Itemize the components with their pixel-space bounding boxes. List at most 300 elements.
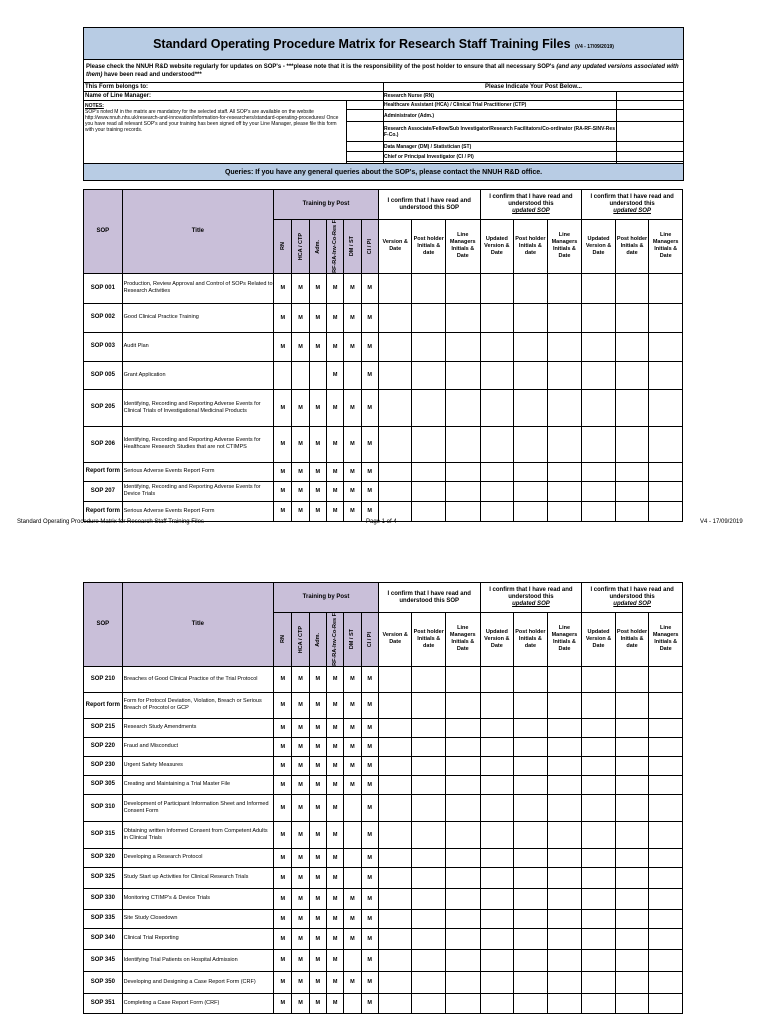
signoff-cell[interactable]	[445, 273, 480, 303]
signoff-cell[interactable]	[480, 273, 514, 303]
signoff-cell[interactable]	[445, 462, 480, 481]
sub-header: Updated Version & Date	[582, 220, 616, 274]
signoff-cell[interactable]	[649, 462, 683, 481]
footer-left: Standard Operating Procedure Matrix for Research Staff Training Files	[17, 519, 204, 525]
signoff-cell[interactable]	[378, 737, 412, 756]
signoff-cell[interactable]	[649, 848, 683, 867]
signoff-cell[interactable]	[615, 273, 649, 303]
signoff-cell[interactable]	[412, 756, 446, 775]
signoff-cell[interactable]	[412, 666, 446, 692]
signoff-cell[interactable]	[514, 775, 548, 794]
post-code-header	[292, 613, 309, 667]
mandatory-cell: M	[274, 928, 292, 949]
post-check-hca[interactable]	[617, 101, 684, 110]
sub-header: Line Managers Initials & Date	[649, 613, 683, 667]
signoff-cell[interactable]	[445, 909, 480, 928]
signoff-cell[interactable]	[445, 361, 480, 389]
signoff-cell[interactable]	[582, 971, 616, 993]
signoff-cell[interactable]	[547, 971, 582, 993]
signoff-cell[interactable]	[480, 971, 514, 993]
signoff-cell[interactable]	[547, 737, 582, 756]
confirm3-text: I confirm that I have read and understood this	[590, 587, 674, 600]
signoff-cell[interactable]	[412, 426, 446, 462]
signoff-cell[interactable]	[649, 426, 683, 462]
signoff-cell[interactable]	[445, 303, 480, 332]
signoff-cell[interactable]	[649, 501, 683, 521]
signoff-cell[interactable]	[378, 949, 412, 971]
signoff-cell[interactable]	[445, 389, 480, 426]
signoff-cell[interactable]	[547, 993, 582, 1013]
signoff-cell[interactable]	[615, 756, 649, 775]
signoff-cell[interactable]	[378, 928, 412, 949]
post-code-header	[309, 220, 326, 274]
signoff-cell[interactable]	[378, 909, 412, 928]
form-belongs-label: This Form belongs to:	[84, 83, 384, 92]
signoff-cell[interactable]	[582, 718, 616, 737]
mandatory-cell: M	[326, 794, 343, 821]
signoff-cell[interactable]	[412, 692, 446, 718]
mandatory-cell: M	[292, 481, 309, 501]
signoff-cell[interactable]	[445, 718, 480, 737]
signoff-cell[interactable]	[615, 303, 649, 332]
signoff-cell[interactable]	[378, 273, 412, 303]
signoff-cell[interactable]	[649, 821, 683, 848]
signoff-cell[interactable]	[649, 775, 683, 794]
sub-header: Post holder Initials & date	[412, 220, 446, 274]
signoff-cell[interactable]	[514, 718, 548, 737]
signoff-cell[interactable]	[649, 928, 683, 949]
signoff-cell[interactable]	[514, 971, 548, 993]
signoff-cell[interactable]	[649, 692, 683, 718]
mandatory-cell: M	[361, 909, 378, 928]
mandatory-cell: M	[361, 273, 378, 303]
sub-header: Line Managers Initials & Date	[649, 220, 683, 274]
signoff-cell[interactable]	[582, 949, 616, 971]
signoff-cell[interactable]	[514, 848, 548, 867]
signoff-cell[interactable]	[378, 462, 412, 481]
signoff-cell[interactable]	[480, 389, 514, 426]
signoff-cell[interactable]	[445, 756, 480, 775]
signoff-cell[interactable]	[480, 848, 514, 867]
signoff-cell[interactable]	[547, 794, 582, 821]
line-manager-label: Name of Line Manager:	[84, 92, 384, 101]
signoff-cell[interactable]	[615, 737, 649, 756]
signoff-cell[interactable]	[514, 928, 548, 949]
signoff-cell[interactable]	[514, 273, 548, 303]
mandatory-cell: M	[309, 993, 326, 1013]
signoff-cell[interactable]	[514, 462, 548, 481]
signoff-cell[interactable]	[649, 389, 683, 426]
mandatory-cell: M	[326, 867, 343, 888]
post-option-hca[interactable]: Healthcare Assistant (HCA) / Clinical Trial Practitioner (CTP)	[384, 101, 617, 110]
signoff-cell[interactable]	[480, 666, 514, 692]
signoff-cell[interactable]	[445, 775, 480, 794]
mandatory-cell: M	[292, 971, 309, 993]
signoff-cell[interactable]	[615, 888, 649, 909]
signoff-cell[interactable]	[445, 848, 480, 867]
signoff-cell[interactable]	[649, 756, 683, 775]
signoff-cell[interactable]	[615, 692, 649, 718]
signoff-cell[interactable]	[649, 888, 683, 909]
signoff-cell[interactable]	[615, 949, 649, 971]
signoff-cell[interactable]	[412, 949, 446, 971]
sub-header: Line Managers Initials & Date	[445, 613, 480, 667]
signoff-cell[interactable]	[412, 821, 446, 848]
signoff-cell[interactable]	[615, 501, 649, 521]
signoff-cell[interactable]	[412, 332, 446, 361]
sop-title: Study Start up Activities for Clinical Research Trials	[122, 867, 274, 888]
mandatory-cell: M	[292, 848, 309, 867]
post-option-ci[interactable]: Chief or Principal Investigator (CI / PI)	[384, 152, 617, 162]
signoff-cell[interactable]	[445, 737, 480, 756]
signoff-cell[interactable]	[514, 303, 548, 332]
signoff-cell[interactable]	[649, 949, 683, 971]
signoff-cell[interactable]	[412, 501, 446, 521]
signoff-cell[interactable]	[649, 971, 683, 993]
signoff-cell[interactable]	[547, 426, 582, 462]
signoff-cell[interactable]	[547, 848, 582, 867]
signoff-cell[interactable]	[480, 692, 514, 718]
mandatory-cell: M	[309, 775, 326, 794]
post-check-rn[interactable]	[617, 92, 684, 101]
signoff-cell[interactable]	[412, 848, 446, 867]
post-code-header	[361, 613, 378, 667]
signoff-cell[interactable]	[480, 718, 514, 737]
signoff-cell[interactable]	[445, 481, 480, 501]
mandatory-cell: M	[361, 501, 378, 521]
signoff-cell[interactable]	[582, 692, 616, 718]
sop-title: Developing and Designing a Case Report Form (CRF)	[122, 971, 274, 993]
signoff-cell[interactable]	[615, 928, 649, 949]
signoff-cell[interactable]	[514, 821, 548, 848]
mandatory-cell: M	[361, 848, 378, 867]
post-code-header	[292, 220, 309, 274]
signoff-cell[interactable]	[615, 426, 649, 462]
signoff-cell[interactable]	[547, 481, 582, 501]
post-check-dm[interactable]	[617, 142, 684, 152]
signoff-cell[interactable]	[412, 888, 446, 909]
signoff-cell[interactable]	[649, 909, 683, 928]
signoff-cell[interactable]	[547, 949, 582, 971]
mandatory-cell	[309, 361, 326, 389]
signoff-cell[interactable]	[412, 462, 446, 481]
table-row	[84, 389, 683, 426]
signoff-cell[interactable]	[412, 273, 446, 303]
signoff-cell[interactable]	[378, 993, 412, 1013]
signoff-cell[interactable]	[378, 794, 412, 821]
signoff-cell[interactable]	[378, 481, 412, 501]
mandatory-cell: M	[309, 462, 326, 481]
signoff-cell[interactable]	[412, 303, 446, 332]
sop-title: Form for Protocol Deviation, Violation, Breach or Serious Breach of Procotol or GCP	[122, 692, 274, 718]
col-header-training: Training by Post	[274, 190, 379, 220]
signoff-cell[interactable]	[615, 361, 649, 389]
signoff-cell[interactable]	[480, 426, 514, 462]
sop-title: Identifying, Recording and Reporting Adverse Events for Clinical Trials of Investigational Medicinal Products	[122, 389, 274, 426]
signoff-cell[interactable]	[480, 821, 514, 848]
signoff-cell[interactable]	[514, 426, 548, 462]
table-row	[84, 993, 683, 1013]
signoff-cell[interactable]	[582, 737, 616, 756]
signoff-cell[interactable]	[480, 928, 514, 949]
signoff-cell[interactable]	[615, 462, 649, 481]
signoff-cell[interactable]	[378, 867, 412, 888]
signoff-cell[interactable]	[615, 389, 649, 426]
signoff-cell[interactable]	[649, 481, 683, 501]
table-row	[84, 867, 683, 888]
signoff-cell[interactable]	[412, 389, 446, 426]
signoff-cell[interactable]	[378, 848, 412, 867]
post-option-adm[interactable]: Administrator (Adm.)	[384, 110, 617, 122]
signoff-cell[interactable]	[514, 794, 548, 821]
post-option-dm[interactable]: Data Manager (DM) / Statistician (ST)	[384, 142, 617, 152]
signoff-cell[interactable]	[412, 718, 446, 737]
signoff-cell[interactable]	[547, 273, 582, 303]
signoff-cell[interactable]	[480, 756, 514, 775]
signoff-cell[interactable]	[412, 361, 446, 389]
signoff-cell[interactable]	[582, 928, 616, 949]
sop-title: Monitoring CTIMP's & Device Trials	[122, 888, 274, 909]
signoff-cell[interactable]	[615, 909, 649, 928]
signoff-cell[interactable]	[547, 389, 582, 426]
mandatory-cell: M	[361, 737, 378, 756]
signoff-cell[interactable]	[582, 993, 616, 1013]
signoff-cell[interactable]	[480, 462, 514, 481]
signoff-cell[interactable]	[378, 332, 412, 361]
signoff-cell[interactable]	[582, 303, 616, 332]
post-check-ra[interactable]	[617, 122, 684, 142]
sop-number: SOP 325	[84, 867, 123, 888]
signoff-cell[interactable]	[445, 993, 480, 1013]
signoff-cell[interactable]	[480, 737, 514, 756]
mandatory-cell: M	[274, 821, 292, 848]
signoff-cell[interactable]	[615, 481, 649, 501]
signoff-cell[interactable]	[412, 928, 446, 949]
signoff-cell[interactable]	[514, 501, 548, 521]
signoff-cell[interactable]	[615, 718, 649, 737]
signoff-cell[interactable]	[412, 775, 446, 794]
signoff-cell[interactable]	[480, 332, 514, 361]
signoff-cell[interactable]	[378, 821, 412, 848]
signoff-cell[interactable]	[480, 794, 514, 821]
signoff-cell[interactable]	[547, 909, 582, 928]
signoff-cell[interactable]	[412, 909, 446, 928]
col-header-title: Title	[122, 583, 274, 667]
table-row	[84, 794, 683, 821]
signoff-cell[interactable]	[649, 361, 683, 389]
signoff-cell[interactable]	[378, 971, 412, 993]
signoff-cell[interactable]	[480, 775, 514, 794]
signoff-cell[interactable]	[547, 775, 582, 794]
signoff-cell[interactable]	[514, 389, 548, 426]
signoff-cell[interactable]	[615, 821, 649, 848]
signoff-cell[interactable]	[582, 462, 616, 481]
signoff-cell[interactable]	[582, 501, 616, 521]
signoff-cell[interactable]	[547, 821, 582, 848]
signoff-cell[interactable]	[480, 993, 514, 1013]
signoff-cell[interactable]	[445, 821, 480, 848]
sop-number: SOP 205	[84, 389, 123, 426]
mandatory-cell: M	[274, 273, 292, 303]
signoff-cell[interactable]	[615, 993, 649, 1013]
signoff-cell[interactable]	[514, 737, 548, 756]
post-check-ci[interactable]	[617, 152, 684, 162]
signoff-cell[interactable]	[378, 303, 412, 332]
signoff-cell[interactable]	[582, 794, 616, 821]
post-check-adm[interactable]	[617, 110, 684, 122]
signoff-cell[interactable]	[582, 756, 616, 775]
signoff-cell[interactable]	[480, 949, 514, 971]
signoff-cell[interactable]	[582, 867, 616, 888]
signoff-cell[interactable]	[649, 737, 683, 756]
signoff-cell[interactable]	[582, 389, 616, 426]
signoff-cell[interactable]	[445, 888, 480, 909]
sop-title: Developing a Research Protocol	[122, 848, 274, 867]
sop-title: Completing a Case Report Form (CRF)	[122, 993, 274, 1013]
signoff-cell[interactable]	[378, 888, 412, 909]
mandatory-cell: M	[292, 718, 309, 737]
signoff-cell[interactable]	[615, 332, 649, 361]
signoff-cell[interactable]	[412, 737, 446, 756]
signoff-cell[interactable]	[378, 756, 412, 775]
signoff-cell[interactable]	[615, 775, 649, 794]
signoff-cell[interactable]	[480, 867, 514, 888]
signoff-cell[interactable]	[582, 361, 616, 389]
signoff-cell[interactable]	[445, 928, 480, 949]
signoff-cell[interactable]	[514, 993, 548, 1013]
table-row	[84, 361, 683, 389]
signoff-cell[interactable]	[514, 332, 548, 361]
mandatory-cell: M	[326, 361, 343, 389]
signoff-cell[interactable]	[615, 867, 649, 888]
signoff-cell[interactable]	[445, 426, 480, 462]
signoff-cell[interactable]	[514, 666, 548, 692]
signoff-cell[interactable]	[547, 888, 582, 909]
signoff-cell[interactable]	[582, 888, 616, 909]
signoff-cell[interactable]	[445, 666, 480, 692]
signoff-cell[interactable]	[445, 971, 480, 993]
signoff-cell[interactable]	[412, 993, 446, 1013]
signoff-cell[interactable]	[582, 332, 616, 361]
signoff-cell[interactable]	[649, 993, 683, 1013]
signoff-cell[interactable]	[615, 848, 649, 867]
post-option-ra[interactable]: Research Associate/Fellow/Sub Investigator/Research Facilitators/Co-ordinator (RA-RF-SINV-Res F-Co.)	[384, 122, 617, 142]
signoff-cell[interactable]	[480, 361, 514, 389]
signoff-cell[interactable]	[547, 692, 582, 718]
signoff-cell[interactable]	[378, 692, 412, 718]
signoff-cell[interactable]	[547, 928, 582, 949]
signoff-cell[interactable]	[445, 949, 480, 971]
signoff-cell[interactable]	[480, 303, 514, 332]
signoff-cell[interactable]	[378, 666, 412, 692]
signoff-cell[interactable]	[582, 821, 616, 848]
signoff-cell[interactable]	[378, 389, 412, 426]
mandatory-cell: M	[326, 821, 343, 848]
signoff-cell[interactable]	[514, 756, 548, 775]
signoff-cell[interactable]	[378, 775, 412, 794]
signoff-cell[interactable]	[582, 775, 616, 794]
signoff-cell[interactable]	[378, 718, 412, 737]
post-code-label: CI / PI	[366, 238, 373, 255]
sop-title: Serious Adverse Events Report Form	[122, 501, 274, 521]
signoff-cell[interactable]	[547, 462, 582, 481]
signoff-cell[interactable]	[445, 867, 480, 888]
signoff-cell[interactable]	[445, 794, 480, 821]
notice	[84, 60, 684, 83]
signoff-cell[interactable]	[547, 718, 582, 737]
signoff-cell[interactable]	[514, 692, 548, 718]
post-option-rn[interactable]: Research Nurse (RN)	[384, 92, 617, 101]
sub-header: Updated Version & Date	[582, 613, 616, 667]
signoff-cell[interactable]	[582, 426, 616, 462]
sub-header: Line Managers Initials & Date	[547, 613, 582, 667]
signoff-cell[interactable]	[615, 794, 649, 821]
signoff-cell[interactable]	[480, 888, 514, 909]
signoff-cell[interactable]	[649, 303, 683, 332]
signoff-cell[interactable]	[514, 888, 548, 909]
signoff-cell[interactable]	[582, 666, 616, 692]
signoff-cell[interactable]	[378, 426, 412, 462]
mandatory-cell: M	[326, 737, 343, 756]
signoff-cell[interactable]	[649, 794, 683, 821]
signoff-cell[interactable]	[547, 303, 582, 332]
signoff-cell[interactable]	[649, 666, 683, 692]
signoff-cell[interactable]	[547, 666, 582, 692]
signoff-cell[interactable]	[445, 692, 480, 718]
signoff-cell[interactable]	[649, 273, 683, 303]
signoff-cell[interactable]	[445, 501, 480, 521]
signoff-cell[interactable]	[514, 481, 548, 501]
signoff-cell[interactable]	[582, 481, 616, 501]
signoff-cell[interactable]	[547, 361, 582, 389]
signoff-cell[interactable]	[514, 867, 548, 888]
signoff-cell[interactable]	[412, 867, 446, 888]
table-row	[84, 718, 683, 737]
mandatory-cell: M	[344, 481, 361, 501]
signoff-cell[interactable]	[615, 666, 649, 692]
mandatory-cell	[344, 361, 361, 389]
signoff-cell[interactable]	[547, 756, 582, 775]
signoff-cell[interactable]	[649, 332, 683, 361]
signoff-cell[interactable]	[582, 273, 616, 303]
signoff-cell[interactable]	[378, 361, 412, 389]
signoff-cell[interactable]	[480, 909, 514, 928]
signoff-cell[interactable]	[445, 332, 480, 361]
signoff-cell[interactable]	[412, 971, 446, 993]
mandatory-cell: M	[309, 332, 326, 361]
signoff-cell[interactable]	[514, 361, 548, 389]
signoff-cell[interactable]	[480, 481, 514, 501]
signoff-cell[interactable]	[582, 848, 616, 867]
signoff-cell[interactable]	[547, 501, 582, 521]
signoff-cell[interactable]	[582, 909, 616, 928]
signoff-cell[interactable]	[514, 909, 548, 928]
mandatory-cell: M	[344, 273, 361, 303]
signoff-cell[interactable]	[412, 481, 446, 501]
signoff-cell[interactable]	[547, 867, 582, 888]
signoff-cell[interactable]	[480, 501, 514, 521]
signoff-cell[interactable]	[547, 332, 582, 361]
signoff-cell[interactable]	[649, 867, 683, 888]
signoff-cell[interactable]	[514, 949, 548, 971]
mandatory-cell: M	[292, 775, 309, 794]
signoff-cell[interactable]	[412, 794, 446, 821]
signoff-cell[interactable]	[615, 971, 649, 993]
post-code-header	[309, 613, 326, 667]
blank-cell	[347, 142, 384, 152]
signoff-cell[interactable]	[649, 718, 683, 737]
sop-title: Urgent Safety Measures	[122, 756, 274, 775]
